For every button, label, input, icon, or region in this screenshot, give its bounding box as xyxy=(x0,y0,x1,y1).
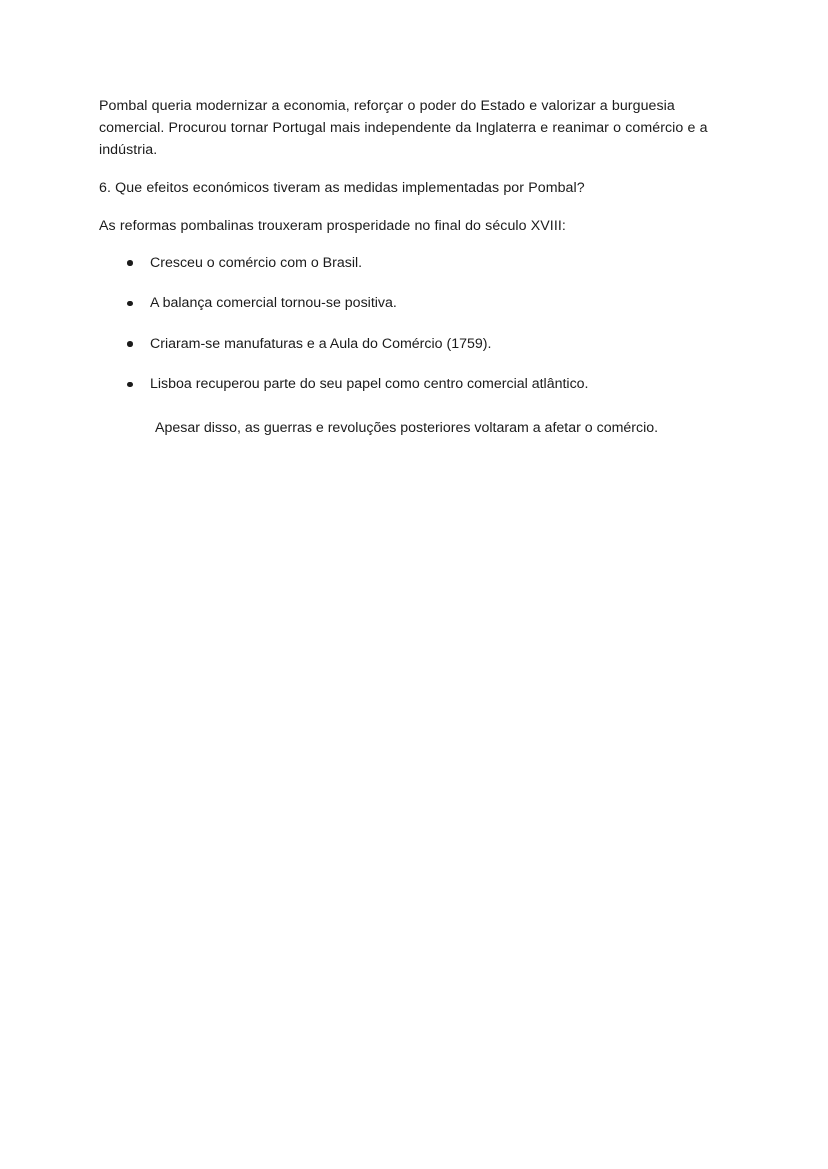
list-item xyxy=(99,252,723,274)
bullet-dot-icon xyxy=(127,260,133,266)
list-item-label: Lisboa recuperou parte do seu papel como centro comercial atlântico. xyxy=(150,376,589,393)
list-item-label: Cresceu o comércio com o Brasil. xyxy=(150,254,363,271)
closing-paragraph: Apesar disso, as guerras e revoluções posteriores voltaram a afetar o comércio. xyxy=(155,420,659,437)
bullet-dot-icon xyxy=(127,341,133,347)
list-item-label: A balança comercial tornou-se positiva. xyxy=(150,295,397,312)
lead-in-paragraph: As reformas pombalinas trouxeram prosperidade no final do século XVIII: xyxy=(99,218,566,235)
document-body xyxy=(99,96,723,439)
list-item xyxy=(99,373,723,395)
question-heading: 6. Que efeitos económicos tiveram as medidas implementadas por Pombal? xyxy=(99,180,585,197)
intro-paragraph: Pombal queria modernizar a economia, reforçar o poder do Estado e valorizar a burguesia comercial. Procurou tornar Portugal mais independente da Inglaterra e reanimar o comércio e a indústria. xyxy=(99,98,708,158)
list-item xyxy=(99,333,723,355)
list-item xyxy=(99,292,723,314)
list-item-label: Criaram-se manufaturas e a Aula do Comércio (1759). xyxy=(150,335,492,352)
closing-block xyxy=(99,417,723,439)
bullet-dot-icon xyxy=(127,301,133,307)
bullet-dot-icon xyxy=(127,382,133,388)
effects-list xyxy=(99,252,723,396)
